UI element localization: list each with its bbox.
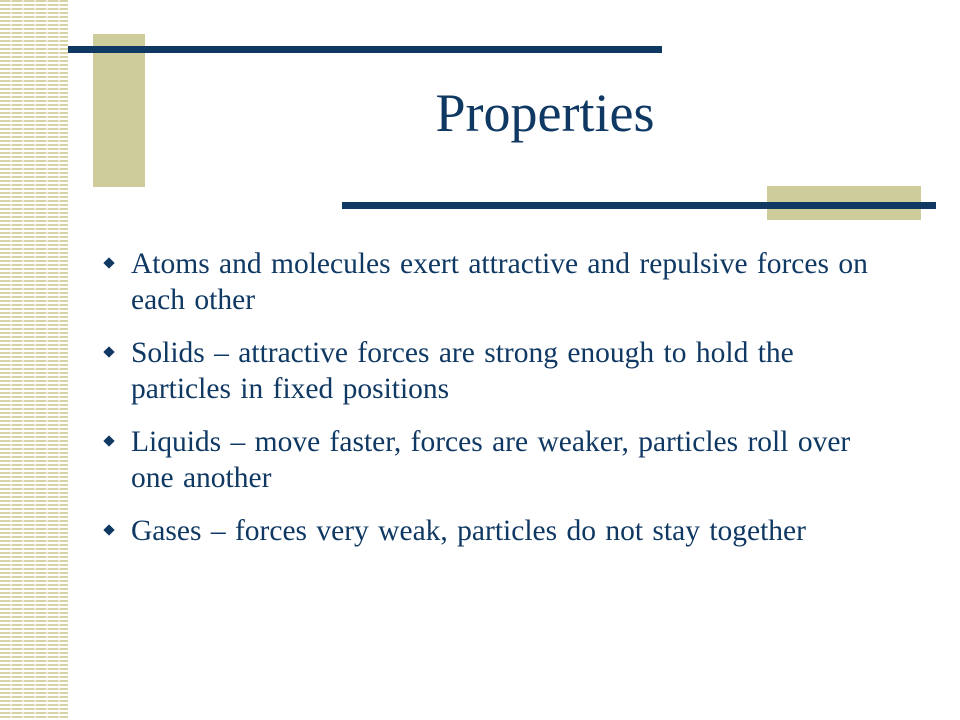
- decorative-navy-line-top: [68, 46, 662, 53]
- diamond-bullet-icon: [103, 524, 114, 535]
- bullet-item: [100, 424, 880, 496]
- bullet-item: [100, 246, 880, 318]
- bullet-text: Liquids – move faster, forces are weaker, particles roll over one another: [131, 426, 851, 494]
- bullet-item: [100, 335, 880, 407]
- decorative-navy-line-bottom: [342, 202, 936, 209]
- bullet-text: Gases – forces very weak, particles do not stay together: [131, 515, 806, 547]
- diamond-bullet-icon: [103, 346, 114, 357]
- bullet-list: [100, 246, 880, 566]
- decorative-khaki-block-left: [93, 34, 145, 187]
- bullet-text: Atoms and molecules exert attractive and repulsive forces on each other: [131, 248, 868, 316]
- diamond-bullet-icon: [103, 435, 114, 446]
- bullet-item: [100, 513, 880, 549]
- striped-border: [0, 0, 68, 720]
- bullet-text: Solids – attractive forces are strong enough to hold the particles in fixed positions: [131, 337, 794, 405]
- slide-title: Properties: [435, 83, 655, 143]
- diamond-bullet-icon: [103, 257, 114, 268]
